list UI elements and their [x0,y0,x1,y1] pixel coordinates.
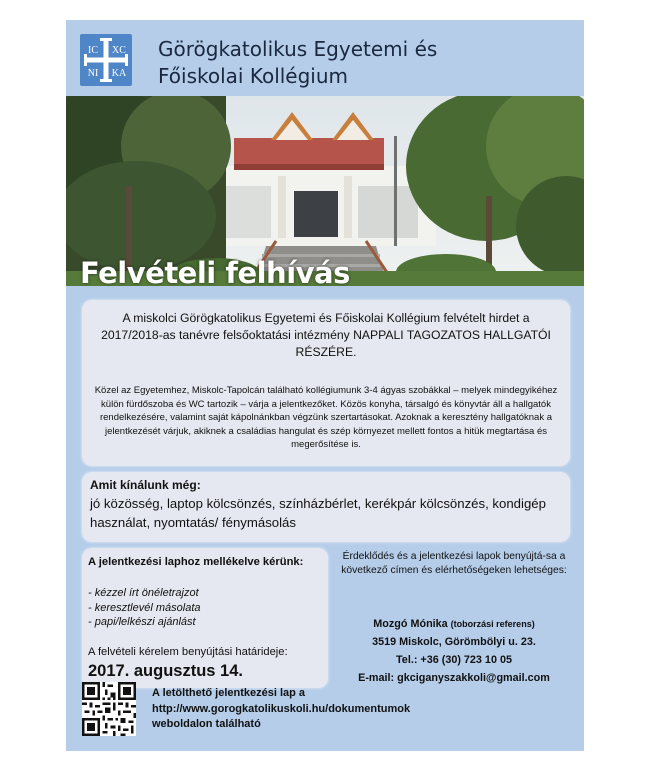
intro-box [82,300,570,466]
offer-title: Amit kínálunk még: [90,478,201,492]
logo-letters-xc: XC [112,45,126,56]
contact-intro: Érdeklődés és a jelentkezési lapok benyújtá-sa a következő címen és elérhetőségeken lehetséges: [341,551,567,576]
list-item: - papi/lelkészi ajánlást [88,616,196,628]
qr-code-graphic [82,682,136,736]
footer-line-3: weboldalon található [152,718,261,730]
contact-address: 3519 Miskolc, Görömbölyi u. 23. [372,636,536,648]
contact-person [338,618,570,630]
call-for-applications-banner: Felvételi felhívás [80,256,350,290]
poster [66,20,584,751]
footer-line-1: A letölthető jelentkezési lap a [152,687,306,699]
intro-text: A miskolci Görögkatolikus Egyetemi és Főiskolai Kollégium felvételt hirdet a 2017/2018-as tanévre felsőoktatási intézmény NAPPALI TAGOZATOS HALLGATÓI RÉSZÉRE. [101,311,551,359]
contact-name: Mozgó Mónika [373,618,448,630]
description-text: Közel az Egyetemhez, Miskolc-Tapolcán található kollégiumunk 3-4 ágyas szobákkal – melyek mindegyikéhez külön fürdőszoba és WC tartozik – várja a jelentkezőket. Közös konyha, társalgó és könyvtár áll a hallgatók rendelkezésére, valamint saját kápolnánkban végzünk szertartásokat. Azoknak a keresztény hallgatóknak a jelentkezését várjuk, akiknek a családias hangulat és szép környezet mellett fontos a hitük megtartása és megerősítése is. [94,385,558,450]
download-info [152,686,410,733]
logo-letters-ka: KA [111,68,127,79]
deadline-label: A felvételi kérelem benyújtási határideje: [88,646,288,658]
qr-code-icon [82,682,136,736]
offer-text: jó közösség, laptop kölcsönzés, színházbérlet, kerékpár kölcsönzés, kondigép használat, nyomtatás/ fénymásolás [90,496,546,530]
deadline-date: 2017. augusztus 14. [88,662,243,680]
list-item: - kézzel írt önéletrajzot [88,587,199,599]
title-line-2: Főiskolai Kollégium [158,64,349,88]
requirements-list [88,586,201,630]
header [66,20,584,96]
contact-phone: Tel.: +36 (30) 723 10 05 [396,654,512,666]
logo-letters-ni: NI [87,68,99,79]
title-line-1: Görögkatolikus Egyetemi és [158,37,438,61]
offer-box [82,472,570,542]
contact-role: (toborzási referens) [450,619,535,629]
requirements-box [82,548,328,688]
poster-title [158,36,578,90]
logo-letters-ic: IC [88,45,98,56]
contact-section [338,548,570,688]
download-link[interactable]: http://www.gorogkatolikuskoli.hu/dokumentumok [152,702,411,715]
cross-logo-icon [80,34,132,86]
contact-email: E-mail: gkciganyszakkoli@gmail.com [358,672,550,684]
list-item: - keresztlevél másolata [88,601,201,614]
requirements-title: A jelentkezési laphoz mellékelve kérünk: [88,556,304,568]
cross-logo-graphic [80,34,132,86]
